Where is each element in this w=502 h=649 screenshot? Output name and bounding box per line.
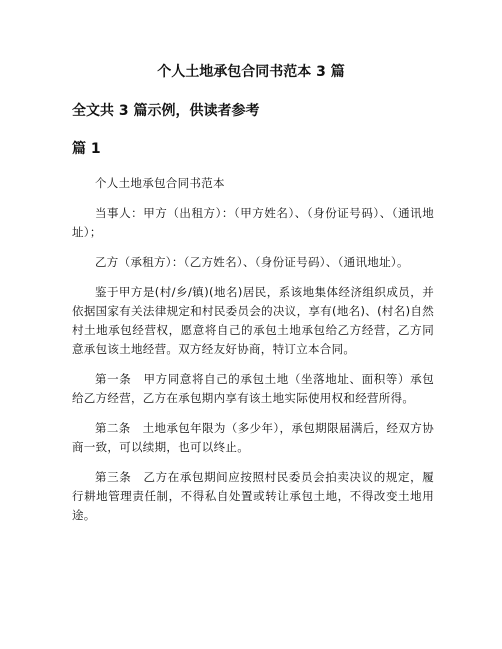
article-1-paragraph: 第一条 甲方同意将自己的承包土地（坐落地址、面积等）承包给乙方经营，乙方在承包期内享有该土地实际使用权和经营所得。 — [72, 372, 434, 405]
party-a-paragraph: 当事人：甲方（出租方）：（甲方姓名）、（身份证号码）、（通讯地址）； — [72, 206, 434, 239]
article-2-paragraph: 第二条 土地承包年限为（多少年），承包期限届满后，经双方协商一致，可以续期，也可以终止。 — [72, 421, 434, 454]
party-b-paragraph: 乙方（承租方）：（乙方姓名）、（身份证号码）、（通讯地址）。 — [95, 255, 409, 269]
preamble-paragraph: 鉴于甲方是(村/乡/镇)(地名)居民，系该地集体经济组织成员，并依据国家有关法律规定和村民委员会的决议，享有(地名)、(村名)自然村土地承包经营权，愿意将自己的承包土地承包给乙方经营，乙方同意承包该土地经营。双方经友好协商，特订立本合同。 — [72, 285, 434, 356]
section-heading: 篇 1 — [72, 141, 101, 157]
document-title: 个人土地承包合同书范本 3 篇 — [157, 64, 345, 80]
contract-title-paragraph: 个人土地承包合同书范本 — [95, 176, 225, 190]
article-3-paragraph: 第三条 乙方在承包期间应按照村民委员会拍卖决议的规定，履行耕地管理责任制，不得私自处置或转让承包土地，不得改变土地用途。 — [72, 470, 434, 522]
document-body — [72, 174, 434, 536]
document-subtitle: 全文共 3 篇示例，供读者参考 — [72, 103, 260, 119]
